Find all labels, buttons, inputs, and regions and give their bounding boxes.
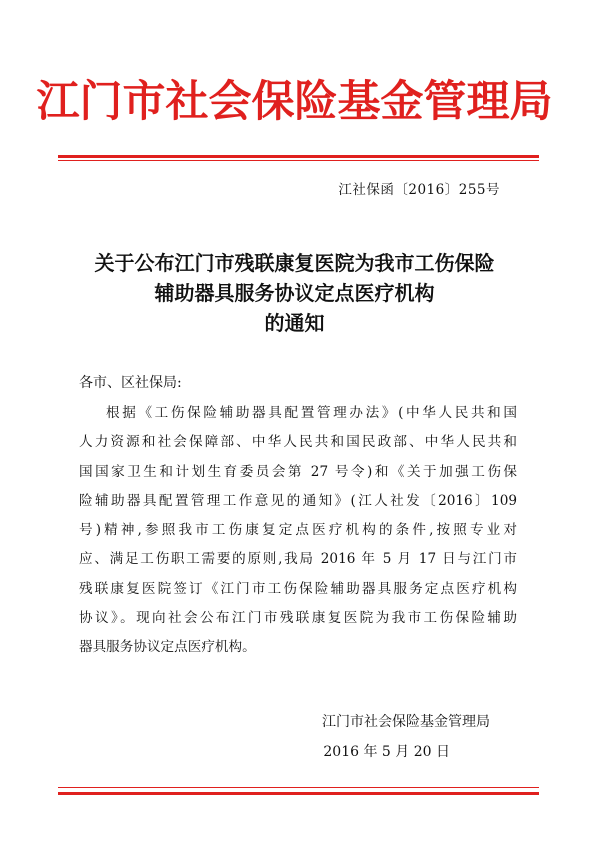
header-rule-thick: [58, 155, 539, 158]
org-letterhead-title: 江门市社会保险基金管理局: [36, 77, 553, 127]
body-line: 人力资源和社会保障部、中华人民共和国民政部、中华人民共和: [79, 434, 517, 451]
signature-org: 江门市社会保险基金管理局: [322, 714, 490, 730]
body-line: 根据《工伤保险辅助器具配置管理办法》(中华人民共和国: [106, 405, 517, 421]
body-line: 号)精神,参照我市工伤康复定点医疗机构的条件,按照专业对: [79, 522, 517, 539]
body-line: 险辅助器具配置管理工作意见的通知》(江人社发〔2016〕109: [79, 492, 517, 509]
signature-date: 2016 年 5 月 20 日: [323, 744, 450, 760]
body-line: 协议》。现向社会公布江门市残联康复医院为我市工伤保险辅助: [79, 610, 517, 627]
document-number: 江社保函〔2016〕255号: [338, 182, 500, 198]
salutation: 各市、区社保局:: [79, 375, 182, 391]
footer-rule-thick: [58, 792, 539, 795]
document-subject: [50, 248, 539, 338]
header-rule-thin: [58, 160, 539, 161]
body-line: 残联康复医院签订《江门市工伤保险辅助器具服务定点医疗机构: [79, 580, 517, 597]
body-line: 器具服务协议定点医疗机构。: [79, 639, 256, 656]
footer-rule-thin: [58, 787, 539, 788]
body-line: 国国家卫生和计划生育委员会第 27 号令)和《关于加强工伤保: [79, 463, 517, 480]
subject-line: 辅助器具服务协议定点医疗机构: [154, 281, 435, 305]
body-paragraph: [79, 399, 517, 663]
subject-line: 的通知: [264, 311, 325, 335]
body-line: 应、满足工伤职工需要的原则,我局 2016 年 5 月 17 日与江门市: [79, 551, 517, 568]
subject-line: 关于公布江门市残联康复医院为我市工伤保险: [94, 251, 495, 275]
